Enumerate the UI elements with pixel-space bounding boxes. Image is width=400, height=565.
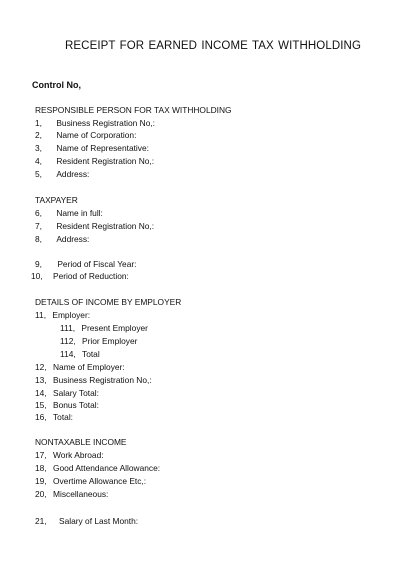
item-number: 13, (35, 375, 47, 385)
form-line-114 (60, 349, 100, 359)
form-line-112 (60, 336, 137, 346)
section-heading-nontaxable-income: NONTAXABLE INCOME (35, 437, 127, 447)
item-label: Name in full: (56, 208, 103, 218)
form-line-21 (35, 516, 138, 526)
form-line-4 (35, 156, 154, 166)
form-line-19 (35, 476, 146, 486)
item-number: 7, (35, 221, 42, 231)
document-title: RECEIPT FOR EARNED INCOME TAX WITHHOLDING (65, 40, 361, 52)
form-line-18 (35, 463, 160, 473)
form-line-11 (35, 310, 90, 320)
form-line-12 (35, 362, 125, 372)
item-label: Total (82, 349, 100, 359)
item-number: 4, (35, 156, 42, 166)
item-number: 11, (35, 310, 47, 320)
form-line-14 (35, 388, 99, 398)
item-label: Salary of Last Month: (58, 516, 139, 526)
form-line-3 (35, 143, 149, 153)
form-line-5 (35, 169, 89, 179)
form-line-9 (35, 259, 136, 269)
form-line-2 (35, 130, 136, 140)
item-label: Name of Corporation: (56, 130, 137, 140)
item-number: 14, (35, 388, 47, 398)
item-label: Overtime Allowance Etc,: (52, 476, 147, 486)
form-line-10 (31, 271, 129, 281)
form-line-15 (35, 400, 99, 410)
item-number: 8, (35, 234, 42, 244)
form-line-20 (35, 489, 108, 499)
item-label: Business Registration No,: (52, 375, 152, 385)
item-number: 112, (60, 336, 76, 346)
item-label: Bonus Total: (52, 400, 99, 410)
item-label: Good Attendance Allowance: (52, 463, 161, 473)
section-heading-responsible-person: RESPONSIBLE PERSON FOR TAX WITHHOLDING (35, 105, 232, 115)
item-label: Salary Total: (52, 388, 99, 398)
item-number: 114, (60, 349, 76, 359)
item-number: 5, (35, 169, 42, 179)
form-line-13 (35, 375, 152, 385)
item-number: 20, (35, 489, 47, 499)
item-label: Work Abroad: (52, 450, 104, 460)
form-line-1 (35, 118, 155, 128)
item-label: Business Registration No,: (56, 118, 156, 128)
form-line-8 (35, 234, 89, 244)
item-number: 111, (60, 323, 76, 333)
item-number: 17, (35, 450, 47, 460)
item-label: Period of Fiscal Year: (57, 259, 137, 269)
item-label: Address: (56, 234, 90, 244)
form-line-16 (35, 412, 73, 422)
item-label: Resident Registration No,: (56, 221, 155, 231)
item-number: 3, (35, 143, 42, 153)
item-number: 1, (35, 118, 42, 128)
section-heading-income-by-employer: DETAILS OF INCOME BY EMPLOYER (35, 297, 182, 307)
item-number: 19, (35, 476, 47, 486)
item-label: Prior Employer (82, 336, 138, 346)
item-number: 9, (35, 259, 42, 269)
form-line-111 (60, 323, 148, 333)
item-number: 16, (35, 412, 47, 422)
item-label: Name of Representative: (56, 143, 149, 153)
item-label: Present Employer (81, 323, 148, 333)
section-heading-taxpayer: TAXPAYER (35, 195, 78, 205)
item-label: Address: (56, 169, 90, 179)
item-number: 10, (31, 271, 43, 281)
item-label: Total: (52, 412, 74, 422)
item-number: 6, (35, 208, 42, 218)
item-number: 2, (35, 130, 42, 140)
form-line-17 (35, 450, 104, 460)
item-number: 21, (35, 516, 47, 526)
form-line-6 (35, 208, 103, 218)
control-number-label: Control No, (32, 80, 81, 90)
item-number: 18, (35, 463, 47, 473)
item-label: Resident Registration No,: (56, 156, 155, 166)
item-label: Period of Reduction: (52, 271, 129, 281)
item-label: Employer: (52, 310, 91, 320)
item-label: Name of Employer: (52, 362, 125, 372)
form-line-7 (35, 221, 154, 231)
item-label: Miscellaneous: (52, 489, 109, 499)
item-number: 12, (35, 362, 47, 372)
item-number: 15, (35, 400, 47, 410)
